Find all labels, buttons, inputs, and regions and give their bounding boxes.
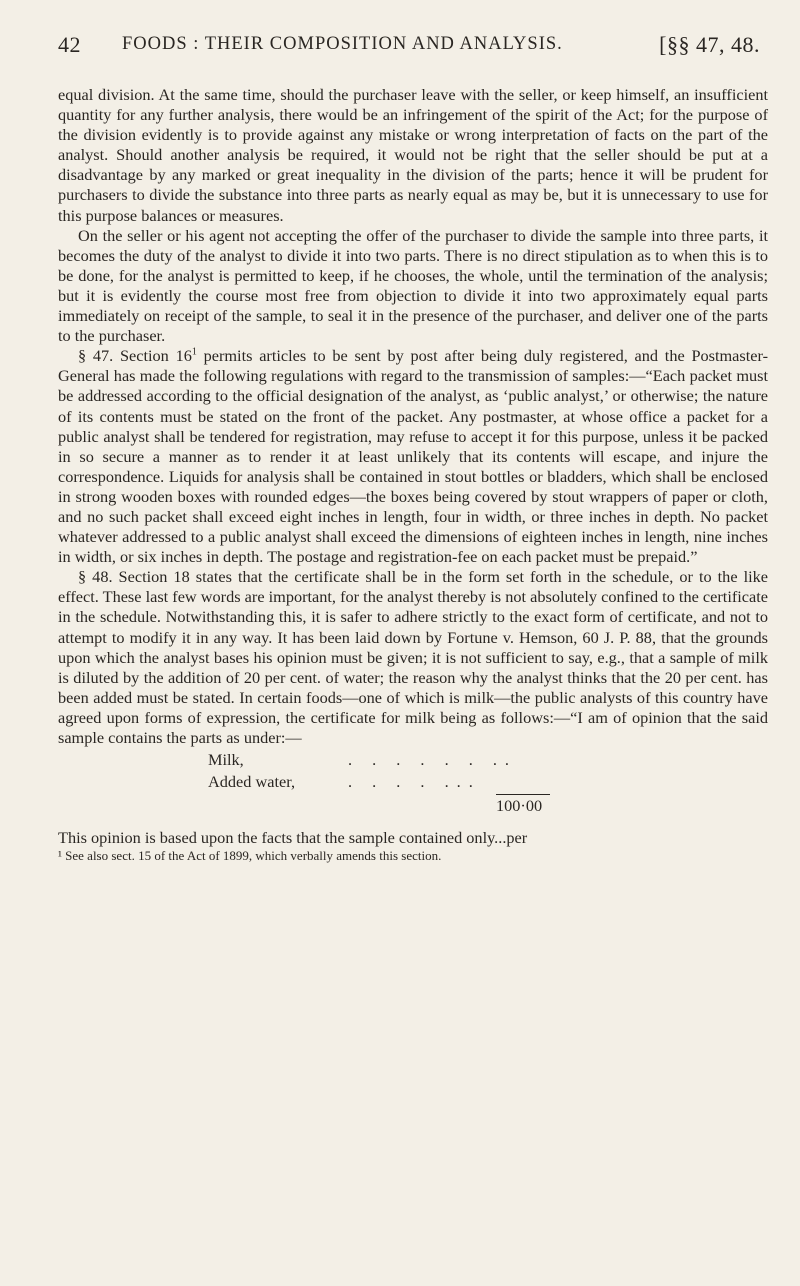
running-title: FOODS : THEIR COMPOSITION AND ANALYSIS. [122, 34, 563, 54]
paragraph: equal division. At the same time, should the purchaser leave with the seller, or keep himself, an insufficient quantity for any further analysis, there would be an infringement of the spirit of the Act; for the purpose of the division evidently is to provide against any mistake or wrong interpretation of facts on the part of the analyst. Should another analysis be required, it would not be right that the seller should be put at a disadvantage by any marked or great inequality in the division of the parts; hence it will be prudent for purchasers to divide the substance into three parts as nearly equal as may be, but it is unnecessary to use for this purpose balances or measures. [58, 85, 768, 225]
leader-dots: . . . . . . .. [348, 750, 517, 770]
page-number: 42 [58, 32, 81, 57]
section-47-text: permits articles to be sent by post after being duly registered, and the Postmaster-General has made the following regulations with regard to the transmission of samples:—“Each packet must be addressed according to the official designation of the analyst, as ‘public analyst,’ or otherwise; the nature of its contents must be stated on the front of the packet. Any postmaster, at whose office a packet for a public analyst shall be tendered for registration, may refuse to accept it for this purpose, unless it be packed in so secure a manner as to render it at least unlikely that its contents will escape, and injure the correspondence. Liquids for analysis shall be contained in stout bottles or bladders, which shall be enclosed in strong wooden boxes with rounded edges—the boxes being covered by stout wrappers of paper or cloth, and no such packet shall exceed eight inches in length, four in width, or three inches in depth. No packet whatever addressed to a public analyst shall exceed the dimensions of eighteen inches in length, nine inches in width, or six inches in depth. The postage and registration-fee on each packet must be prepaid.” [58, 346, 768, 567]
section-47-lead: § 47. Section 16 [78, 346, 192, 366]
paragraph: On the seller or his agent not accepting the offer of the purchaser to divide the sample into three parts, it becomes the duty of the analyst to divide it into two parts. There is no direct stipulation as to when this is to be done, for the analyst is permitted to keep, if he chooses, the whole, until the termination of the analysis; but it is evidently the course most free from objection to divide it into two approximately equal parts immediately on receipt of the sample, to seal it in the presence of the purchaser, and deliver one of the parts to the purchaser. [58, 225, 768, 346]
table-total: 100·00 [496, 794, 550, 816]
row-label: Added water, [208, 772, 296, 792]
footnote-marker: 1 [191, 346, 197, 358]
table-row [208, 772, 481, 792]
section-reference: [§§ 47, 48. [659, 32, 760, 57]
body-text [58, 85, 768, 864]
paragraph: This opinion is based upon the facts that the sample contained only...per [58, 828, 528, 848]
table-row [208, 750, 517, 770]
row-label: Milk, [208, 750, 244, 770]
running-header [58, 32, 760, 66]
paragraph-section-47 [58, 346, 768, 567]
certificate-table [58, 748, 768, 828]
footnote: ¹ See also sect. 15 of the Act of 1899, which verbally amends this section. [58, 848, 442, 864]
paragraph-section-48: § 48. Section 18 states that the certificate shall be in the form set forth in the schedule, or to the like effect. These last few words are important, for the analyst thereby is not absolutely confined to the certificate in the schedule. Notwithstanding this, it is safer to adhere strictly to the exact form of certificate, and not to attempt to modify it in any way. It has been laid down by Fortune v. Hemson, 60 J. P. 88, that the grounds upon which the analyst bases his opinion must be given; it is not sufficient to say, e.g., that a sample of milk is diluted by the addition of 20 per cent. of water; the reason why the analyst thinks that the 20 per cent. has been added must be stated. In certain foods—one of which is milk—the public analysts of this country have agreed upon forms of expression, the certificate for milk being as follows:—“I am of opinion that the said sample contains the parts as under:— [58, 567, 768, 747]
leader-dots: . . . . ... [348, 772, 481, 792]
